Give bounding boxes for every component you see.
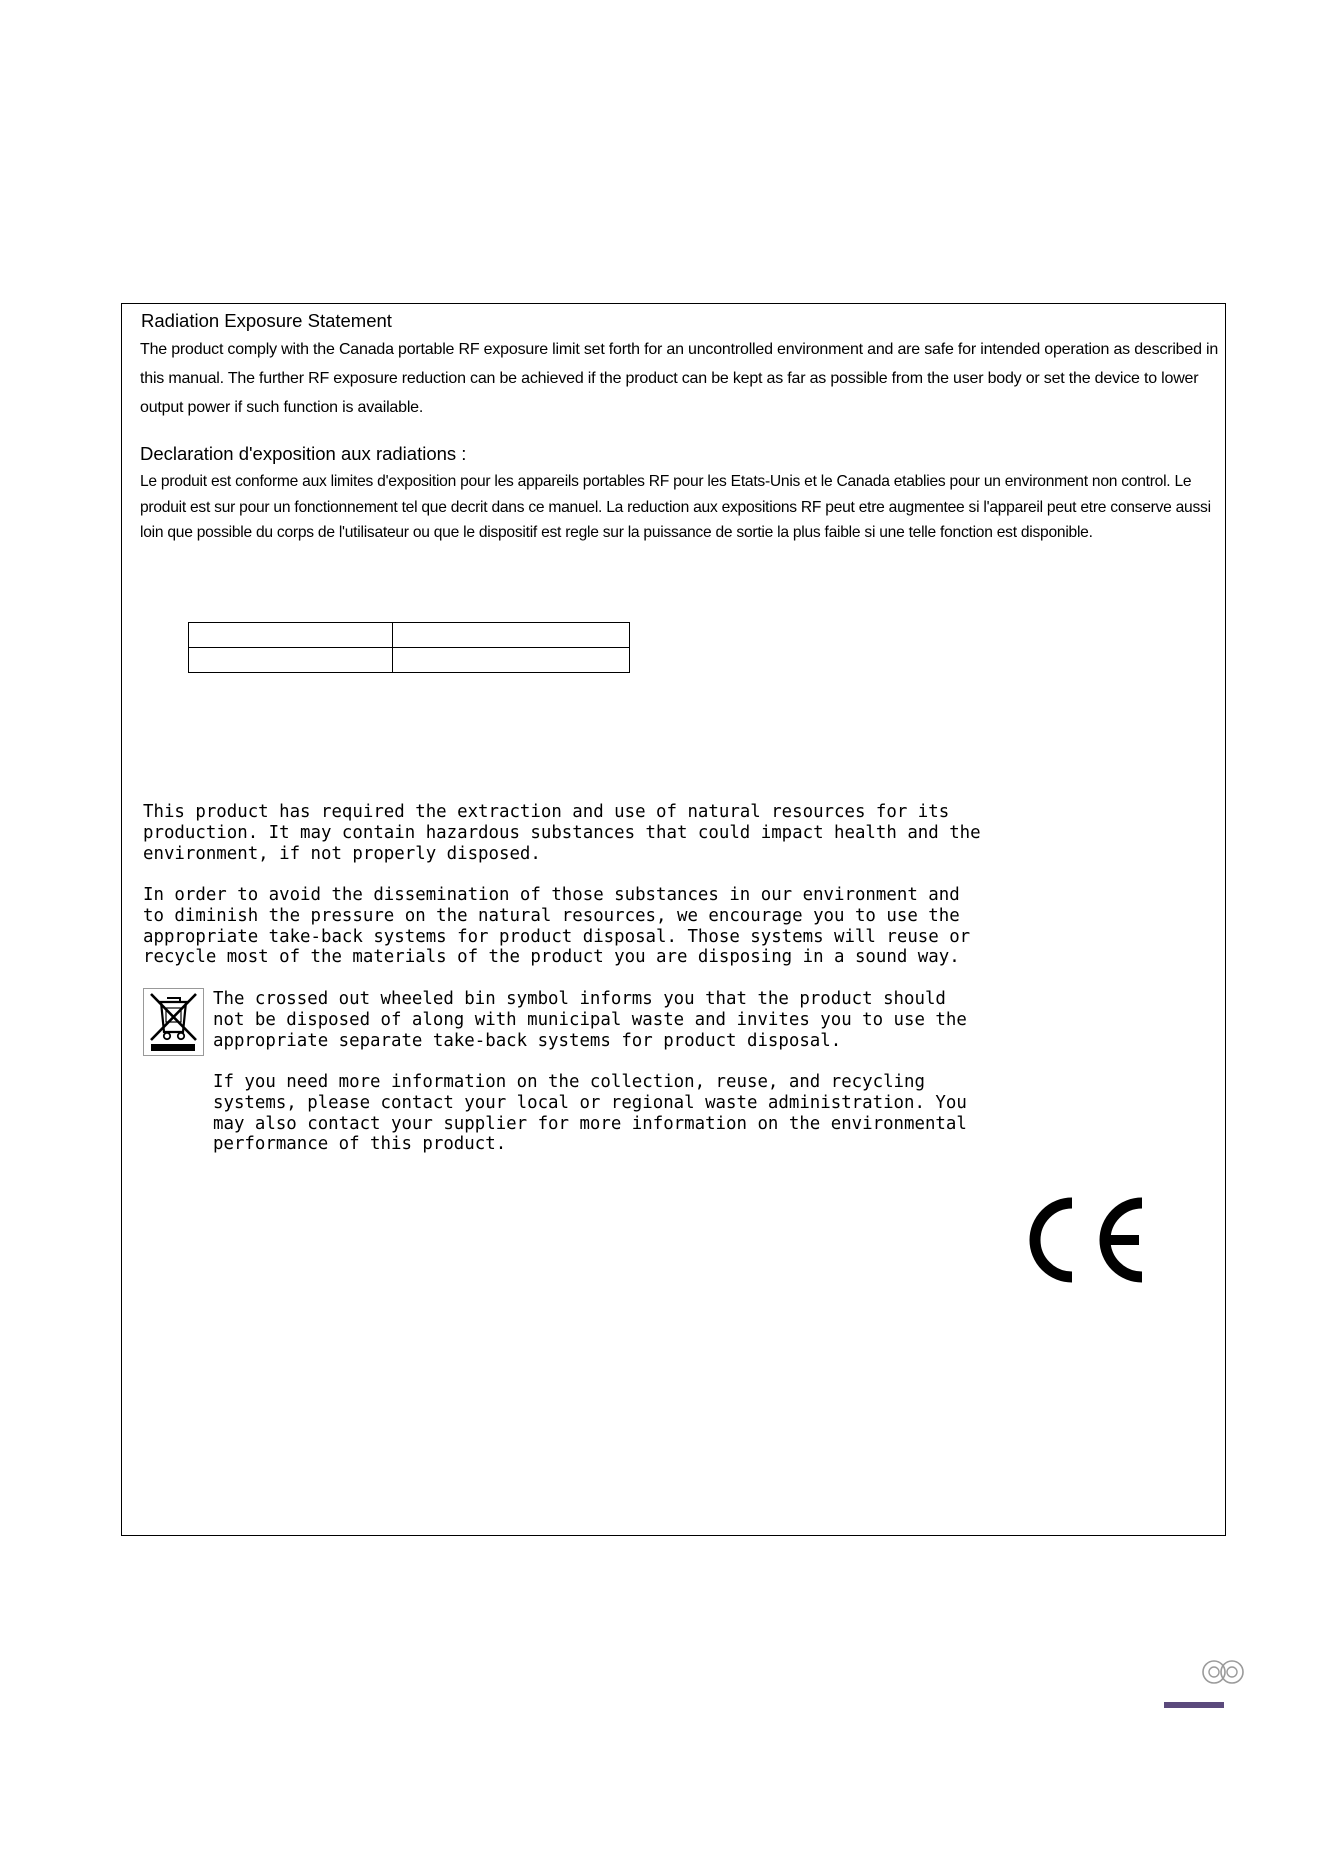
ce-mark-icon bbox=[1020, 1195, 1145, 1285]
declaration-title: Declaration d'exposition aux radiations : bbox=[140, 443, 467, 464]
crossed-out-wheeled-bin-icon bbox=[143, 988, 204, 1056]
table-row bbox=[189, 648, 630, 673]
radiation-body: The product comply with the Canada portable RF exposure limit set forth for an uncontrolled environment and are safe for intended operation as described in this manual. The further RF exposure reduction can be achieved if the product can be kept as far as possible from the user body or set the device to lower output power if such function is available. bbox=[140, 341, 1219, 416]
environment-paragraph-4: If you need more information on the collection, reuse, and recycling systems, please contact your local or regional waste administration. You may also contact your supplier for more information on the environmental performance of this product. bbox=[213, 1072, 967, 1155]
blank-table bbox=[188, 622, 630, 673]
table-cell bbox=[393, 623, 630, 648]
environment-paragraph-3: The crossed out wheeled bin symbol informs you that the product should not be disposed of along with municipal waste and invites you to use the appropriate separate take-back systems for product disposal. bbox=[213, 989, 967, 1051]
table-cell bbox=[189, 648, 393, 673]
footer-accent-bar bbox=[1164, 1702, 1224, 1708]
radiation-title: Radiation Exposure Statement bbox=[141, 310, 392, 331]
environment-paragraph-2: In order to avoid the dissemination of those substances in our environment and to diminish the pressure on the natural resources, we encourage you to use the appropriate take-back systems for product disposal. Those systems will reuse or recycle most of the materials of the product you are disposing in a sound way. bbox=[143, 885, 971, 968]
table-row bbox=[189, 623, 630, 648]
table-cell bbox=[189, 623, 393, 648]
declaration-body: Le produit est conforme aux limites d'exposition pour les appareils portables RF pour les Etats-Unis et le Canada etablies pour un environment non control. Le produit est sur pour un fonctionnement tel que decrit dans ce manuel. La reduction aux expositions RF peut etre augmentee si l'appareil peut etre conserve aussi loin que possible du corps de l'utilisateur ou que le dispositif est regle sur la puissance de sortie la plus faible si une telle fonction est disponible. bbox=[140, 473, 1211, 541]
table-cell bbox=[393, 648, 630, 673]
environment-paragraph-1: This product has required the extraction and use of natural resources for its production. It may contain hazardous substances that could impact health and the environment, if not properly disposed. bbox=[143, 802, 981, 864]
brand-logo-icon bbox=[1198, 1655, 1248, 1685]
